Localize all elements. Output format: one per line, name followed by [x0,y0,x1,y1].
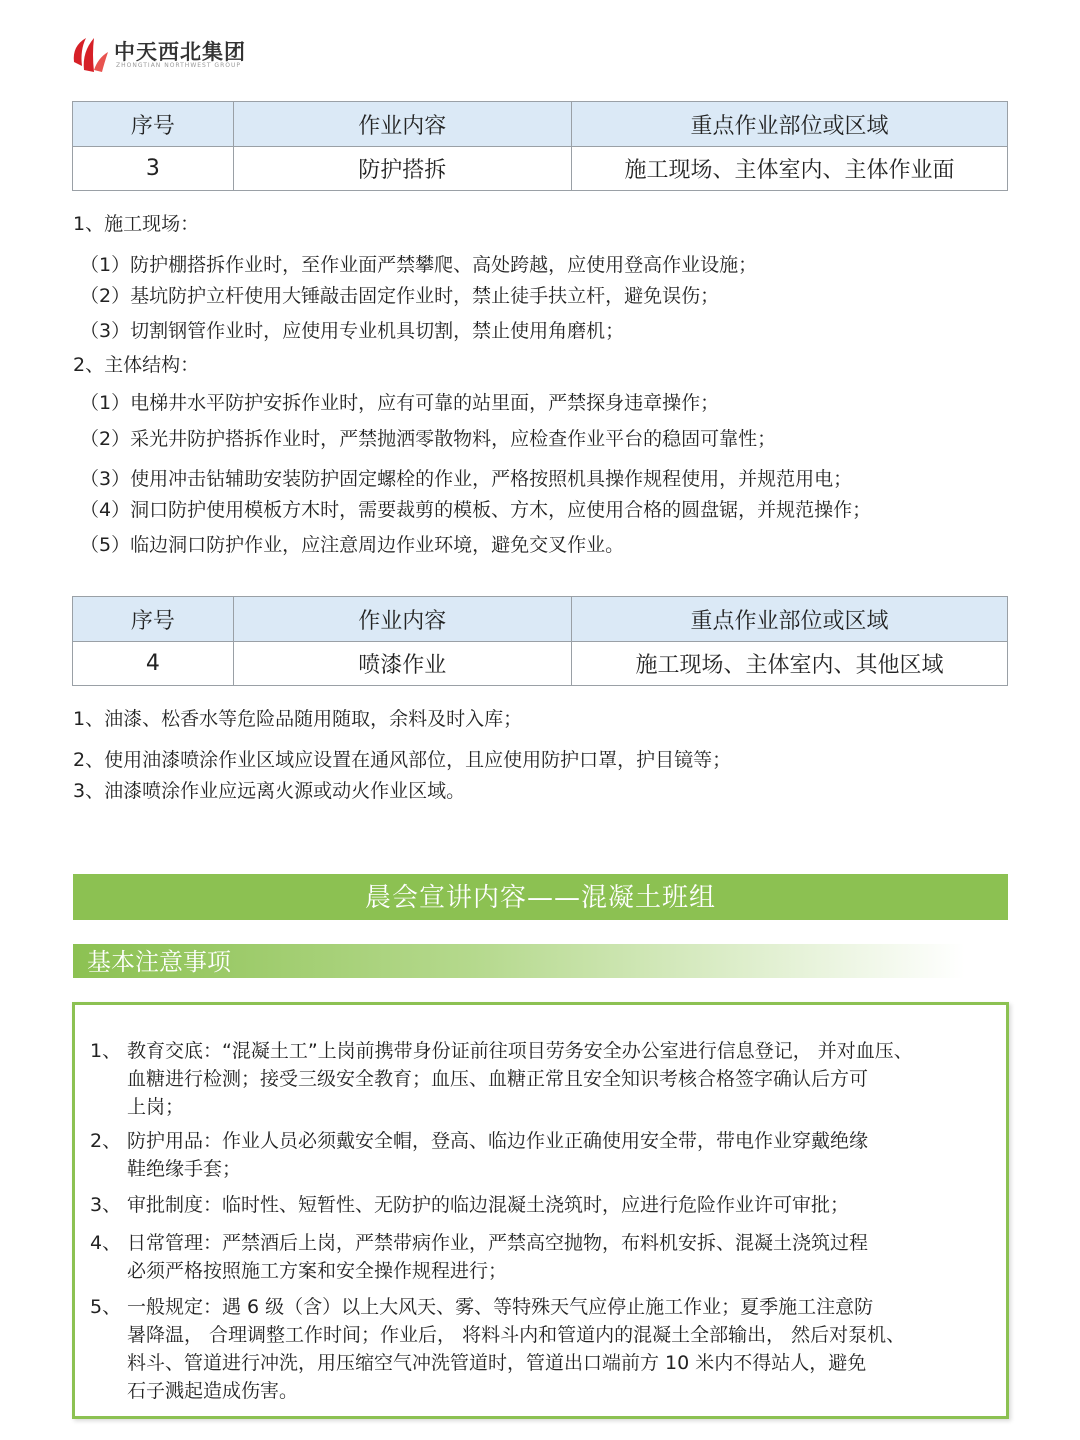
header-seq: 序号 [73,102,234,147]
logo-subtitle: ZHONGTIAN NORTHWEST GROUP [116,62,241,69]
work-table-3 [72,101,1008,191]
logo-name: 中天西北集团 [114,40,246,64]
header-content: 作业内容 [233,597,571,642]
list-item: （5）临边洞口防护作业，应注意周边作业环境，避免交叉作业。 [80,534,625,556]
note-line: 教育交底：“混凝土工”上岗前携带身份证前往项目劳务安全办公室进行信息登记， 并对血压、 [127,1040,913,1062]
note-text [127,1037,999,1121]
cell-seq: 3 [73,147,234,191]
section-heading: 2、主体结构： [73,354,200,376]
cell-content: 防护搭拆 [233,147,571,191]
note-text [127,1127,999,1183]
cell-content: 喷漆作业 [233,642,571,686]
note-line: 上岗； [127,1096,185,1118]
list-item: （2）采光井防护搭拆作业时，严禁抛洒零散物料，应检查作业平台的稳固可靠性； [80,428,777,450]
note-line: 日常管理：严禁酒后上岗，严禁带病作业，严禁高空抛物，布料机安拆、混凝土浇筑过程 [127,1232,869,1254]
note-text [127,1191,999,1219]
company-logo [68,32,268,76]
table-header-row [73,102,1008,147]
list-item: 1、油漆、松香水等危险品随用随取，余料及时入库； [73,708,523,730]
list-item: （4）洞口防护使用模板方木时，需要裁剪的模板、方木，应使用合格的圆盘锯，并规范操作； [80,499,872,521]
note-number: 3、 [90,1194,122,1216]
note-text [127,1229,999,1285]
note-line: 一般规定：遇 6 级（含）以上大风天、雾、等特殊天气应停止施工作业；夏季施工注意防 [127,1296,874,1318]
note-line: 血糖进行检测；接受三级安全教育；血压、血糖正常且安全知识考核合格签字确认后方可 [127,1068,869,1090]
logo-emblem-icon [68,32,112,76]
cell-seq: 4 [73,642,234,686]
list-item: （3）使用冲击钻辅助安装防护固定螺栓的作业，严格按照机具操作规程使用，并规范用电； [80,468,853,490]
note-line: 石子溅起造成伤害。 [127,1380,299,1402]
table-row [73,147,1008,191]
header-area: 重点作业部位或区域 [571,597,1007,642]
notes-box [72,1002,1009,1419]
table-header-row [73,597,1008,642]
note-text [127,1293,999,1405]
note-number: 5、 [90,1296,122,1318]
table-row [73,642,1008,686]
header-area: 重点作业部位或区域 [571,102,1007,147]
note-number: 1、 [90,1040,122,1062]
header-seq: 序号 [73,597,234,642]
work-table-4 [72,596,1008,686]
note-line: 防护用品：作业人员必须戴安全帽，登高、临边作业正确使用安全带，带电作业穿戴绝缘 [127,1130,869,1152]
note-number: 2、 [90,1130,122,1152]
section-heading: 1、施工现场： [73,213,200,235]
list-item: 2、使用油漆喷涂作业区域应设置在通风部位，且应使用防护口罩，护目镜等； [73,749,732,771]
subheading-bar: 基本注意事项 [73,944,965,978]
list-item: （1）防护棚搭拆作业时，至作业面严禁攀爬、高处跨越，应使用登高作业设施； [80,254,758,276]
note-number: 4、 [90,1232,122,1254]
cell-area: 施工现场、主体室内、其他区域 [571,642,1007,686]
note-line: 必须严格按照施工方案和安全操作规程进行； [127,1260,508,1282]
list-item: （3）切割钢管作业时，应使用专业机具切割，禁止使用角磨机； [80,320,625,342]
list-item: 3、油漆喷涂作业应远离火源或动火作业区域。 [73,780,466,802]
note-line: 审批制度：临时性、短暂性、无防护的临边混凝土浇筑时，应进行危险作业许可审批； [127,1194,850,1216]
note-line: 鞋绝缘手套； [127,1158,242,1180]
cell-area: 施工现场、主体室内、主体作业面 [571,147,1007,191]
list-item: （2）基坑防护立杆使用大锤敲击固定作业时，禁止徒手扶立杆，避免误伤； [80,285,720,307]
list-item: （1）电梯井水平防护安拆作业时，应有可靠的站里面，严禁探身违章操作； [80,392,720,414]
note-line: 暑降温， 合理调整工作时间；作业后， 将料斗内和管道内的混凝土全部输出， 然后对泵机、 [127,1324,906,1346]
note-line: 料斗、管道进行冲洗，用压缩空气冲洗管道时，管道出口端前方 10 米内不得站人，避免 [127,1352,867,1374]
header-content: 作业内容 [233,102,571,147]
section-banner: 晨会宣讲内容——混凝土班组 [73,874,1008,920]
